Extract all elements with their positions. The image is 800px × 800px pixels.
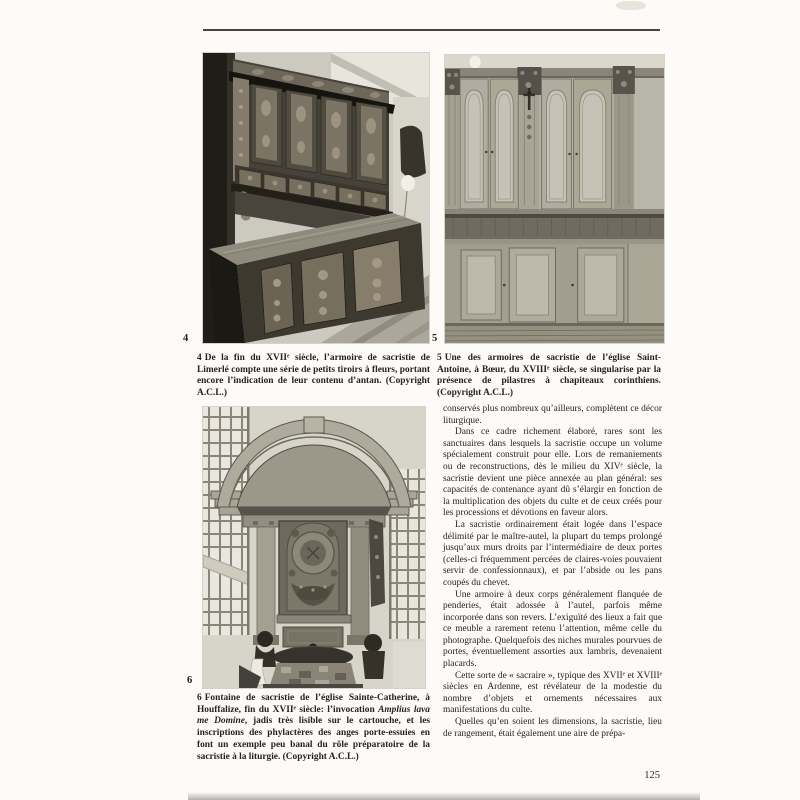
scan-artifact [616,1,646,10]
window-left [203,407,250,635]
ceiling-lamp [470,56,481,69]
figure-6-number: 6 [187,675,193,686]
article-paragraph: Une armoire à deux corps généralement flanquée de penderies, était adossée à l’autel, parfois même incorporée dans son revers. L’exiguïté des lieux a fait que ce meuble a rarement retenu l’attention, même celle du photographe. Quelquefois des niches murales pourvues de portes, éventuellement assorties aux lambris, devenaient placards. [443,589,662,670]
header-rule [203,29,660,31]
article-paragraph: Quelles qu’en soient les dimensions, la sacristie, lieu de rangement, était également une aire de prépa- [443,717,662,739]
figure-4-caption-number: 4 [197,353,202,363]
figure-4-number: 4 [183,333,189,344]
scan-shadow-bottom [188,792,700,800]
page-number: 125 [644,770,660,781]
photo-armoire-limerle-art [203,53,429,343]
figure-4-caption-text: De la fin du XVIIᵉ siècle, l’armoire de sacristie de Limerlé compte une série de petits tiroirs à fleurs, portant encore l’indication de leur contenu d’antan. (Copyright A.C.L.) [197,353,430,399]
article-paragraph: Dans ce cadre richement élaboré, rares sont les sanctuaires dans lesquels la sacristie occupe un volume spécialement construit pour elle. Lors de remaniements ou de reconstructions, dès le milieu du XIVᵉ siècle, la sacristie devient une pièce annexée au plan général: ses capacités de contenance ayant dû s’élargir en fonction de la multiplication des objets du culte et de ceux créés pour les processions et dévotions en faveur alors. [443,427,662,519]
figure-5-caption-text: Une des armoires de sacristie de l’église Saint-Antoine, à Bœur, du XVIIIᵉ siècle, se singularise par la présence de pilastres à chapiteaux corinthiens. (Copyright A.C.L.) [437,353,661,399]
figure-5-caption [437,353,661,400]
photo-armoire-saint-antoine-art [445,55,664,343]
figure-6-caption-number: 6 [197,693,202,703]
putto-right [362,634,385,679]
photo-fontaine-houffalize-art [203,407,425,688]
carved-cartouche [279,521,347,615]
figure-6-caption-text: Fontaine de sacristie de l’église Sainte-Catherine, à Houffalize, fin du XVIIᵉ siècle: l’invocation Amplius lava me Domine, jadis très lisible sur le cartouche, et les inscriptions des phylactères des anges porte-essuies en font un exemple peu banal du rôle préparatoire de la sacristie à la liturgie. (Copyright A.C.L.) [197,693,430,762]
figure-4-caption [197,353,430,400]
figure-5-number: 5 [432,333,438,344]
photo-armoire-saint-antoine [445,55,664,343]
figure-6-caption [197,693,430,763]
figure-5-caption-number: 5 [437,353,442,363]
photo-fontaine-houffalize [203,407,425,688]
article-paragraph: La sacristie ordinairement était logée dans l’espace délimité par le maître-autel, la plupart du temps prolongé jusqu’aux murs droits par l’intermédiaire de deux portes (celles-ci fréquemment percées de claires-voies pouvaient servir de confessionnaux), et par l’abside ou les pans coupés du chevet. [443,519,662,588]
article-paragraph: conservés plus nombreux qu’ailleurs, complètent ce décor liturgique. [443,404,662,426]
wall-lamp [401,175,415,191]
article-column [443,404,662,740]
article-paragraph: Cette sorte de « sacraire », typique des XVIIᵉ et XVIIIᵉ siècles en Ardenne, est révélateur de la modestie du nombre d’objets et ornements nécessaires aux manifestations du culte. [443,670,662,716]
photo-armoire-limerle [203,53,429,343]
